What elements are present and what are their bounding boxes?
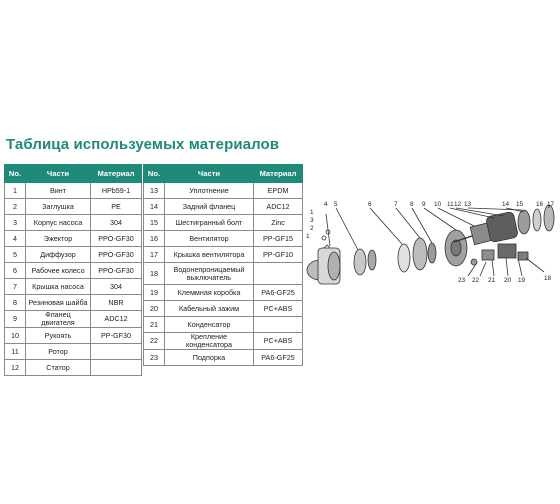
cell-part: Задний фланец	[165, 199, 254, 215]
header-part: Части	[26, 165, 91, 183]
table-header-row	[144, 165, 303, 183]
diagram-label: 7	[394, 201, 398, 208]
diagram-label: 2	[310, 225, 314, 232]
cell-no: 3	[5, 215, 26, 231]
table-row	[144, 285, 303, 301]
cell-no: 14	[144, 199, 165, 215]
cell-no: 6	[5, 263, 26, 279]
cell-material: PP-GF30	[91, 328, 142, 344]
table-row	[5, 247, 142, 263]
diagram-label: 1	[310, 209, 314, 216]
cell-part: Клеммная коробка	[165, 285, 254, 301]
table-row	[5, 183, 142, 199]
cell-material: ADC12	[91, 311, 142, 328]
cell-no: 20	[144, 301, 165, 317]
cell-part: Заглушка	[26, 199, 91, 215]
cell-part: Крепление конденсатора	[165, 333, 254, 350]
cell-no: 5	[5, 247, 26, 263]
cell-material: PP-GF15	[254, 231, 303, 247]
diagram-label: 1	[306, 233, 310, 240]
diagram-label: 4	[324, 201, 328, 208]
diagram-label: 13	[464, 201, 472, 208]
cell-no: 12	[5, 360, 26, 376]
table-row	[144, 215, 303, 231]
diagram-label: 15	[516, 201, 524, 208]
table-row	[144, 301, 303, 317]
header-material: Материал	[91, 165, 142, 183]
cell-material: PP-GF10	[254, 247, 303, 263]
table-row	[144, 247, 303, 263]
header-no: No.	[5, 165, 26, 183]
header-material: Материал	[254, 165, 303, 183]
cell-part: Винт	[26, 183, 91, 199]
cell-part: Крышка насоса	[26, 279, 91, 295]
cell-part: Рабочее колесо	[26, 263, 91, 279]
diagram-label: 9	[422, 201, 426, 208]
cell-part: Корпус насоса	[26, 215, 91, 231]
cell-material: PE	[91, 199, 142, 215]
diagram-label: 19	[518, 277, 526, 284]
cell-material: Zinc	[254, 215, 303, 231]
diagram-label: 18	[544, 275, 552, 282]
cell-no: 11	[5, 344, 26, 360]
materials-table-right	[143, 164, 303, 366]
table-header-row	[5, 165, 142, 183]
cell-part: Эжектор	[26, 231, 91, 247]
cell-part: Рукоять	[26, 328, 91, 344]
diagram-label: 6	[368, 201, 372, 208]
header-part: Части	[165, 165, 254, 183]
cell-material: PC+ABS	[254, 301, 303, 317]
diagram-label: 23	[458, 277, 466, 284]
cell-no: 8	[5, 295, 26, 311]
cell-part: Диффузор	[26, 247, 91, 263]
cell-material: NBR	[91, 295, 142, 311]
cell-no: 18	[144, 263, 165, 285]
diagram-label: 5	[334, 201, 338, 208]
cell-material	[254, 263, 303, 285]
table-row	[144, 263, 303, 285]
table-row	[5, 279, 142, 295]
cell-part: Крышка вентилятора	[165, 247, 254, 263]
page-title: Таблица используемых материалов	[6, 136, 280, 153]
table-row	[5, 199, 142, 215]
cell-material: EPDM	[254, 183, 303, 199]
table-row	[5, 344, 142, 360]
cell-material: ADC12	[254, 199, 303, 215]
cell-part: Фланец двигателя	[26, 311, 91, 328]
cell-part: Конденсатор	[165, 317, 254, 333]
cell-material: HPb59-1	[91, 183, 142, 199]
diagram-label: 11	[447, 201, 454, 208]
cell-no: 19	[144, 285, 165, 301]
cell-part: Водонепроницаемый выключатель	[165, 263, 254, 285]
cell-material: PPO-GF30	[91, 263, 142, 279]
table-row	[5, 328, 142, 344]
cell-no: 21	[144, 317, 165, 333]
table-row	[5, 295, 142, 311]
table-row	[144, 199, 303, 215]
cell-material: 304	[91, 215, 142, 231]
cell-no: 10	[5, 328, 26, 344]
cell-part: Ротор	[26, 344, 91, 360]
cell-part: Шестигранный болт	[165, 215, 254, 231]
table-row	[144, 317, 303, 333]
cell-no: 17	[144, 247, 165, 263]
cell-no: 16	[144, 231, 165, 247]
cell-material: PA6-GF25	[254, 350, 303, 366]
table-row	[5, 263, 142, 279]
table-row	[5, 215, 142, 231]
cell-no: 4	[5, 231, 26, 247]
table-row	[144, 350, 303, 366]
cell-no: 23	[144, 350, 165, 366]
diagram-label: 14	[502, 201, 510, 208]
table-row	[5, 311, 142, 328]
cell-part: Вентилятор	[165, 231, 254, 247]
cell-part: Подпорка	[165, 350, 254, 366]
diagram-label: 12	[454, 201, 462, 208]
diagram-label: 22	[472, 277, 480, 284]
diagram-label: 20	[504, 277, 512, 284]
diagram-label: 16	[536, 201, 544, 208]
diagram-label: 8	[410, 201, 414, 208]
header-no: No.	[144, 165, 165, 183]
table-row	[144, 333, 303, 350]
cell-no: 13	[144, 183, 165, 199]
cell-material: PPO-GF30	[91, 231, 142, 247]
materials-table-left	[4, 164, 142, 376]
cell-material: PPO-GF30	[91, 247, 142, 263]
cell-material: 304	[91, 279, 142, 295]
cell-material: PA6-GF25	[254, 285, 303, 301]
cell-no: 15	[144, 215, 165, 231]
cell-no: 7	[5, 279, 26, 295]
cell-part: Кабельный зажим	[165, 301, 254, 317]
cell-no: 1	[5, 183, 26, 199]
cell-material: PC+ABS	[254, 333, 303, 350]
cell-no: 2	[5, 199, 26, 215]
cell-part: Статор	[26, 360, 91, 376]
table-row	[5, 360, 142, 376]
cell-part: Резиновая шайба	[26, 295, 91, 311]
table-row	[144, 231, 303, 247]
cell-material	[91, 344, 142, 360]
diagram-label: 3	[310, 217, 314, 224]
cell-material	[254, 317, 303, 333]
cell-no: 22	[144, 333, 165, 350]
table-row	[5, 231, 142, 247]
diagram-label: 17	[547, 201, 555, 208]
diagram-label: 21	[488, 277, 496, 284]
pump-exploded-diagram	[304, 196, 556, 288]
cell-no: 9	[5, 311, 26, 328]
table-row	[144, 183, 303, 199]
cell-material	[91, 360, 142, 376]
cell-part: Уплотнение	[165, 183, 254, 199]
diagram-label: 10	[434, 201, 442, 208]
